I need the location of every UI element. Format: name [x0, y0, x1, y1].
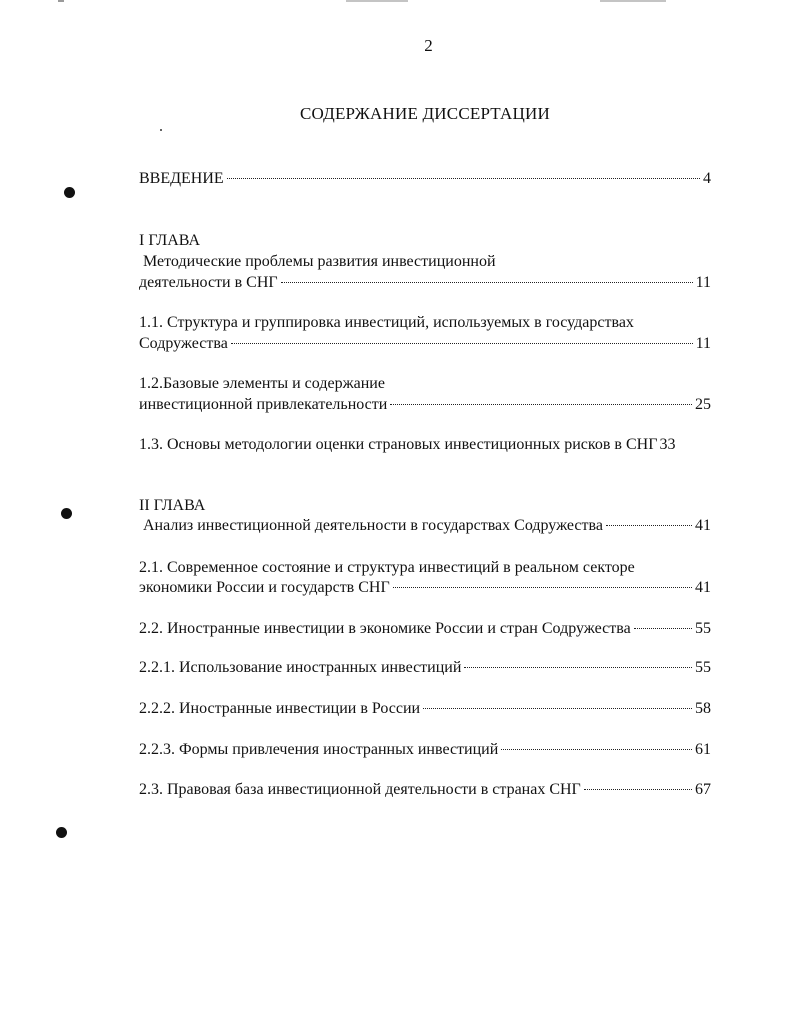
leader-dots	[393, 587, 692, 588]
toc-page-number: 41	[695, 579, 711, 596]
leader-dots	[390, 404, 692, 405]
toc-page-number: 58	[695, 700, 711, 717]
toc-entry-label: 2.2.2. Иностранные инвестиции в России	[139, 700, 421, 717]
punch-hole	[61, 508, 72, 519]
leader-dots	[606, 525, 692, 526]
chapter-title: Методические проблемы развития инвестиционной	[143, 253, 496, 270]
scan-mark	[58, 0, 64, 2]
toc-entry-2-2	[139, 619, 711, 639]
page-number: 2	[424, 36, 433, 55]
toc-page-number: 61	[695, 741, 711, 758]
toc-entry-label: 1.3. Основы методологии оценки страновых инвестиционных рисков в СНГ	[139, 436, 658, 453]
toc-entry-label: 1.1. Структура и группировка инвестиций, используемых в государствах	[139, 314, 634, 331]
toc-page-number: 55	[695, 659, 711, 676]
toc-entry-label: деятельности в СНГ	[139, 274, 278, 291]
chapter-heading: I ГЛАВА	[139, 232, 200, 249]
leader-dots	[231, 343, 693, 344]
leader-dots	[281, 282, 693, 283]
toc-entry-intro	[139, 169, 711, 189]
toc-entry-label: инвестиционной привлекательности	[139, 396, 388, 413]
toc-entry-label: Содружества	[139, 335, 228, 352]
punch-hole	[56, 827, 67, 838]
toc-entry-2-2-3	[139, 740, 711, 760]
toc-entry-label: экономики России и государств СНГ	[139, 579, 390, 596]
chapter-heading: II ГЛАВА	[139, 497, 206, 514]
leader-dots	[501, 749, 692, 750]
page-title: СОДЕРЖАНИЕ ДИССЕРТАЦИИ	[300, 104, 550, 123]
punch-hole	[64, 187, 75, 198]
leader-dots	[634, 628, 692, 629]
toc-entry-2-2-2	[139, 699, 711, 719]
toc-entry-1-3	[139, 435, 711, 455]
toc-entry-label: 2.3. Правовая база инвестиционной деятельности в странах СНГ	[139, 781, 581, 798]
toc-entry-label: 2.2. Иностранные инвестиции в экономике России и стран Содружества	[139, 620, 631, 637]
toc-entry-label: 2.2.1. Использование иностранных инвестиций	[139, 659, 462, 676]
toc-entry-2-3	[139, 780, 711, 800]
toc-page-number: 41	[695, 517, 711, 534]
leader-dots	[584, 789, 692, 790]
toc-entry-label: ВВЕДЕНИЕ	[139, 170, 224, 187]
toc-entry-label: 1.2.Базовые элементы и содержание	[139, 375, 385, 392]
scan-speck	[160, 129, 162, 131]
leader-dots	[423, 708, 692, 709]
toc-entry-label: 2.1. Современное состояние и структура инвестиций в реальном секторе	[139, 559, 635, 576]
toc-entry-1-1	[139, 334, 711, 354]
scan-mark	[346, 0, 408, 2]
toc-entry-label: Анализ инвестиционной деятельности в государствах Содружества	[143, 517, 603, 534]
toc-page-number: 67	[695, 781, 711, 798]
toc-entry-chapter1	[139, 273, 711, 293]
toc-page-number: 11	[695, 274, 711, 291]
leader-dots	[464, 667, 692, 668]
toc-page-number: 55	[695, 620, 711, 637]
scan-mark	[600, 0, 666, 2]
toc-entry-2-1	[139, 578, 711, 598]
toc-page-number: 33	[659, 436, 676, 453]
toc-entry-1-2	[139, 395, 711, 415]
toc-page-number: 11	[695, 335, 711, 352]
toc-entry-chapter2	[143, 516, 711, 536]
toc-entry-label: 2.2.3. Формы привлечения иностранных инвестиций	[139, 741, 499, 758]
toc-page-number: 25	[695, 396, 711, 413]
leader-dots	[227, 178, 700, 179]
toc-page-number: 4	[703, 170, 711, 187]
toc-entry-2-2-1	[139, 658, 711, 678]
